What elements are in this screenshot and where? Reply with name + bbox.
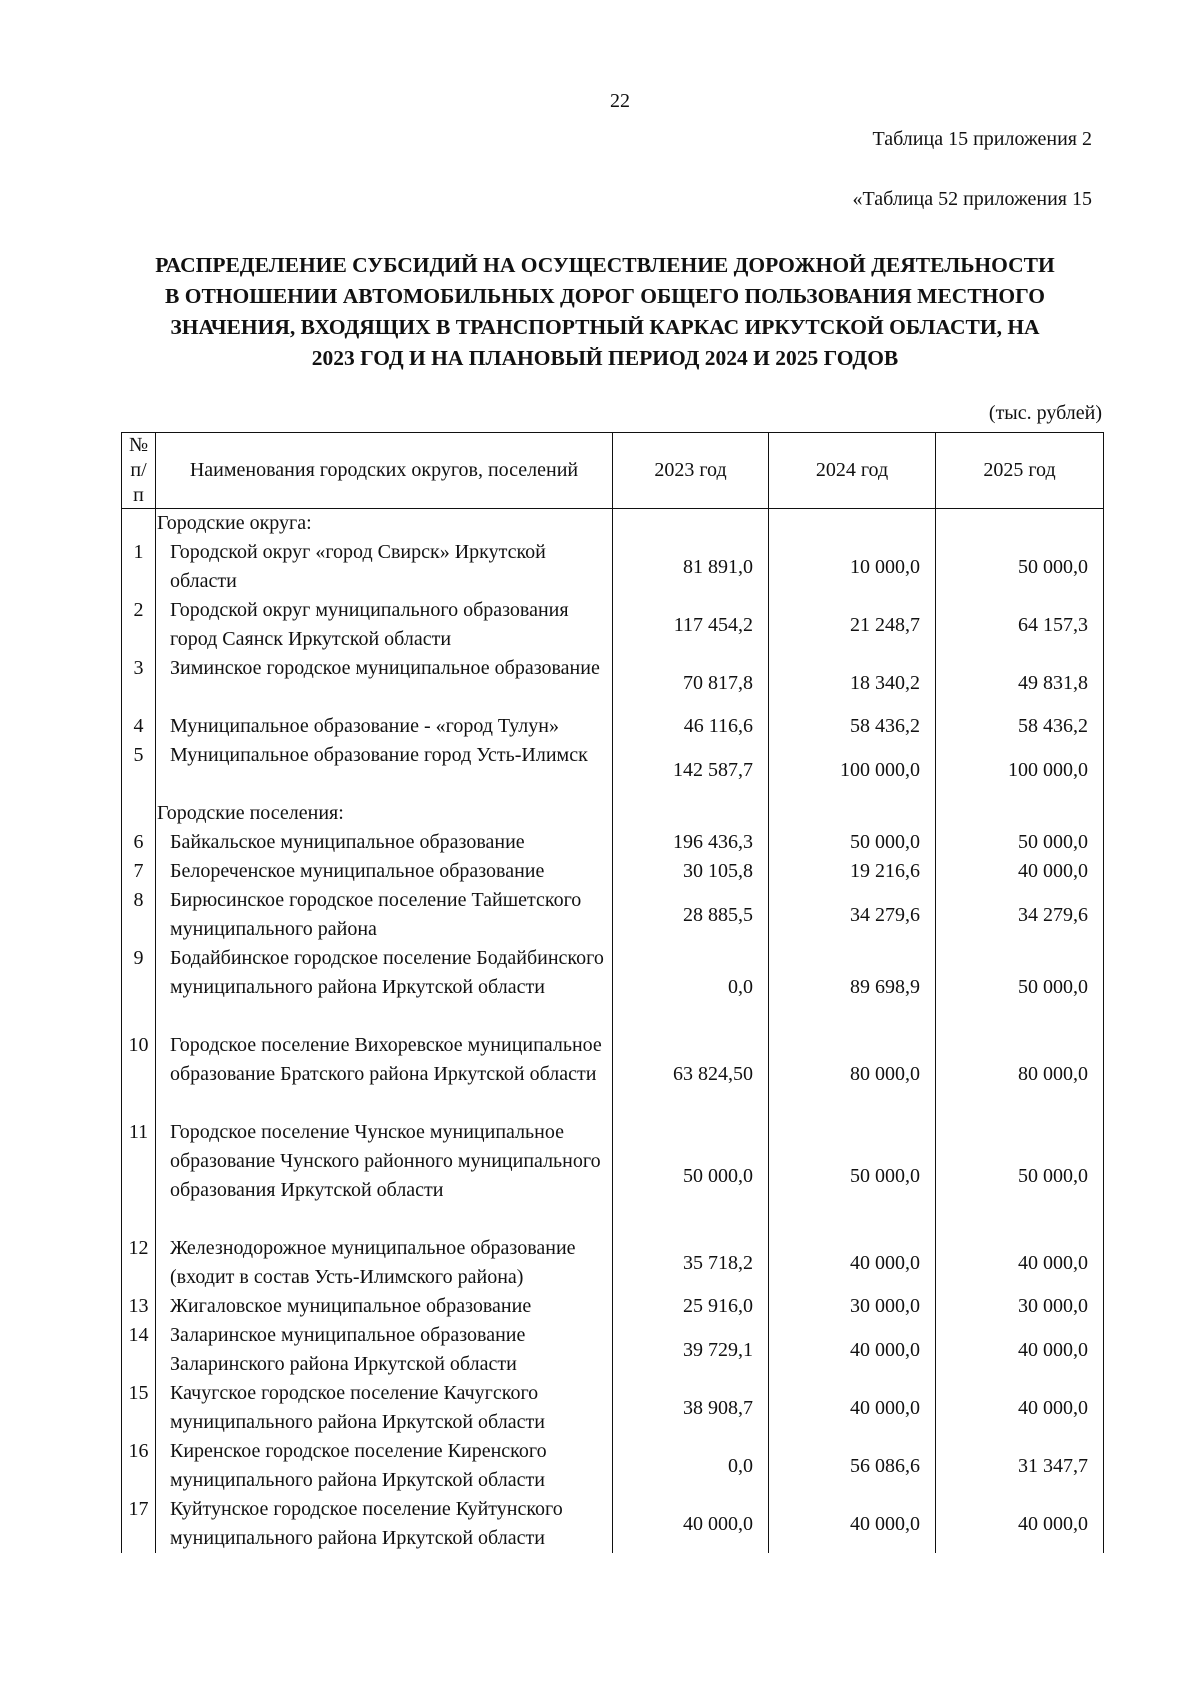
row-number: 14 [122, 1321, 156, 1379]
municipality-name: Заларинское муниципальное образование Заларинского района Иркутской области [156, 1321, 613, 1379]
value-2024: 58 436,2 [769, 712, 936, 741]
section-label: Городские поселения: [156, 799, 613, 828]
value-2025: 80 000,0 [936, 1031, 1104, 1118]
value-2024 [769, 799, 936, 828]
value-2023: 117 454,2 [613, 596, 769, 654]
table-row [122, 1321, 1104, 1379]
municipality-name: Зиминское городское муниципальное образование [156, 654, 613, 712]
value-2023: 39 729,1 [613, 1321, 769, 1379]
value-2025: 34 279,6 [936, 886, 1104, 944]
table-row [122, 1118, 1104, 1234]
row-number: 5 [122, 741, 156, 799]
value-2023: 35 718,2 [613, 1234, 769, 1292]
header-num: № п/п [122, 433, 156, 509]
row-number: 9 [122, 944, 156, 1031]
value-2024: 30 000,0 [769, 1292, 936, 1321]
header-2024: 2024 год [769, 433, 936, 509]
title-line: В ОТНОШЕНИИ АВТОМОБИЛЬНЫХ ДОРОГ ОБЩЕГО ПОЛЬЗОВАНИЯ МЕСТНОГО [165, 284, 1045, 308]
value-2024: 80 000,0 [769, 1031, 936, 1118]
row-number: 7 [122, 857, 156, 886]
municipality-name: Жигаловское муниципальное образование [156, 1292, 613, 1321]
table-row [122, 1495, 1104, 1553]
municipality-name: Белореченское муниципальное образование [156, 857, 613, 886]
value-2025: 49 831,8 [936, 654, 1104, 712]
value-2023: 0,0 [613, 1437, 769, 1495]
value-2024: 50 000,0 [769, 1118, 936, 1234]
value-2025: 58 436,2 [936, 712, 1104, 741]
value-2023 [613, 799, 769, 828]
row-number: 11 [122, 1118, 156, 1234]
header-2023: 2023 год [613, 433, 769, 509]
row-number: 3 [122, 654, 156, 712]
value-2024: 21 248,7 [769, 596, 936, 654]
row-number [122, 799, 156, 828]
municipality-name: Городской округ муниципального образования город Саянск Иркутской области [156, 596, 613, 654]
table-row [122, 654, 1104, 712]
municipality-name: Байкальское муниципальное образование [156, 828, 613, 857]
table-row [122, 741, 1104, 799]
value-2024: 40 000,0 [769, 1379, 936, 1437]
section-row [122, 509, 1104, 539]
value-2025: 40 000,0 [936, 1495, 1104, 1553]
value-2024: 40 000,0 [769, 1495, 936, 1553]
value-2025: 64 157,3 [936, 596, 1104, 654]
table-row [122, 538, 1104, 596]
title-line: РАСПРЕДЕЛЕНИЕ СУБСИДИЙ НА ОСУЩЕСТВЛЕНИЕ ДОРОЖНОЙ ДЕЯТЕЛЬНОСТИ [155, 253, 1055, 277]
header-2025: 2025 год [936, 433, 1104, 509]
value-2025: 31 347,7 [936, 1437, 1104, 1495]
value-2023: 30 105,8 [613, 857, 769, 886]
header-name: Наименования городских округов, поселений [156, 433, 613, 509]
municipality-name: Бодайбинское городское поселение Бодайбинского муниципального района Иркутской области [156, 944, 613, 1031]
table-row [122, 857, 1104, 886]
page-number: 22 [610, 90, 630, 112]
table-row [122, 1437, 1104, 1495]
table-row [122, 828, 1104, 857]
value-2023: 142 587,7 [613, 741, 769, 799]
value-2024: 56 086,6 [769, 1437, 936, 1495]
value-2025: 50 000,0 [936, 1118, 1104, 1234]
municipality-name: Городское поселение Вихоревское муниципальное образование Братского района Иркутской области [156, 1031, 613, 1118]
municipality-name: Бирюсинское городское поселение Тайшетского муниципального района [156, 886, 613, 944]
value-2024: 10 000,0 [769, 538, 936, 596]
section-row [122, 799, 1104, 828]
subsidy-table [121, 432, 1104, 1553]
municipality-name: Городское поселение Чунское муниципальное образование Чунского районного муниципального образования Иркутской области [156, 1118, 613, 1234]
value-2025: 40 000,0 [936, 1321, 1104, 1379]
value-2025 [936, 509, 1104, 539]
value-2024: 50 000,0 [769, 828, 936, 857]
value-2025: 40 000,0 [936, 1379, 1104, 1437]
value-2023 [613, 509, 769, 539]
municipality-name: Городской округ «город Свирск» Иркутской области [156, 538, 613, 596]
table-row [122, 712, 1104, 741]
value-2023: 25 916,0 [613, 1292, 769, 1321]
value-2025: 50 000,0 [936, 944, 1104, 1031]
title-line: 2023 ГОД И НА ПЛАНОВЫЙ ПЕРИОД 2024 И 2025 ГОДОВ [311, 346, 899, 370]
row-number: 2 [122, 596, 156, 654]
row-number: 1 [122, 538, 156, 596]
row-number: 12 [122, 1234, 156, 1292]
value-2024 [769, 509, 936, 539]
row-number: 16 [122, 1437, 156, 1495]
row-number: 6 [122, 828, 156, 857]
value-2024: 19 216,6 [769, 857, 936, 886]
value-2023: 46 116,6 [613, 712, 769, 741]
municipality-name: Железнодорожное муниципальное образование (входит в состав Усть-Илимского района) [156, 1234, 613, 1292]
value-2023: 28 885,5 [613, 886, 769, 944]
table-body [122, 509, 1104, 1554]
value-2025 [936, 799, 1104, 828]
table-row [122, 1234, 1104, 1292]
value-2024: 18 340,2 [769, 654, 936, 712]
value-2023: 81 891,0 [613, 538, 769, 596]
row-number: 4 [122, 712, 156, 741]
table-row [122, 886, 1104, 944]
value-2024: 40 000,0 [769, 1234, 936, 1292]
row-number: 15 [122, 1379, 156, 1437]
table-reference: Таблица 15 приложения 2 [872, 128, 1092, 150]
document-title [110, 250, 1100, 374]
value-2023: 38 908,7 [613, 1379, 769, 1437]
value-2023: 0,0 [613, 944, 769, 1031]
table-row [122, 944, 1104, 1031]
municipality-name: Муниципальное образование город Усть-Илимск [156, 741, 613, 799]
municipality-name: Куйтунское городское поселение Куйтунского муниципального района Иркутской области [156, 1495, 613, 1553]
value-2023: 63 824,50 [613, 1031, 769, 1118]
value-2023: 40 000,0 [613, 1495, 769, 1553]
municipality-name: Качугское городское поселение Качугского муниципального района Иркутской области [156, 1379, 613, 1437]
value-2024: 89 698,9 [769, 944, 936, 1031]
table-row [122, 1031, 1104, 1118]
value-2024: 100 000,0 [769, 741, 936, 799]
value-2024: 40 000,0 [769, 1321, 936, 1379]
row-number: 17 [122, 1495, 156, 1553]
municipality-name: Муниципальное образование - «город Тулун» [156, 712, 613, 741]
row-number: 13 [122, 1292, 156, 1321]
value-2024: 34 279,6 [769, 886, 936, 944]
value-2025: 30 000,0 [936, 1292, 1104, 1321]
title-line: ЗНАЧЕНИЯ, ВХОДЯЩИХ В ТРАНСПОРТНЫЙ КАРКАС ИРКУТСКОЙ ОБЛАСТИ, НА [170, 315, 1040, 339]
value-2025: 50 000,0 [936, 828, 1104, 857]
value-2025: 100 000,0 [936, 741, 1104, 799]
row-number: 10 [122, 1031, 156, 1118]
value-2025: 50 000,0 [936, 538, 1104, 596]
row-number [122, 509, 156, 539]
table-header-row [122, 433, 1104, 509]
value-2023: 196 436,3 [613, 828, 769, 857]
table-reference-secondary: «Таблица 52 приложения 15 [852, 188, 1092, 210]
municipality-name: Киренское городское поселение Киренского муниципального района Иркутской области [156, 1437, 613, 1495]
row-number: 8 [122, 886, 156, 944]
value-2025: 40 000,0 [936, 857, 1104, 886]
table-row [122, 1292, 1104, 1321]
section-label: Городские округа: [156, 509, 613, 539]
table-row [122, 1379, 1104, 1437]
unit-label: (тыс. рублей) [988, 402, 1102, 424]
table-row [122, 596, 1104, 654]
value-2023: 70 817,8 [613, 654, 769, 712]
value-2023: 50 000,0 [613, 1118, 769, 1234]
value-2025: 40 000,0 [936, 1234, 1104, 1292]
